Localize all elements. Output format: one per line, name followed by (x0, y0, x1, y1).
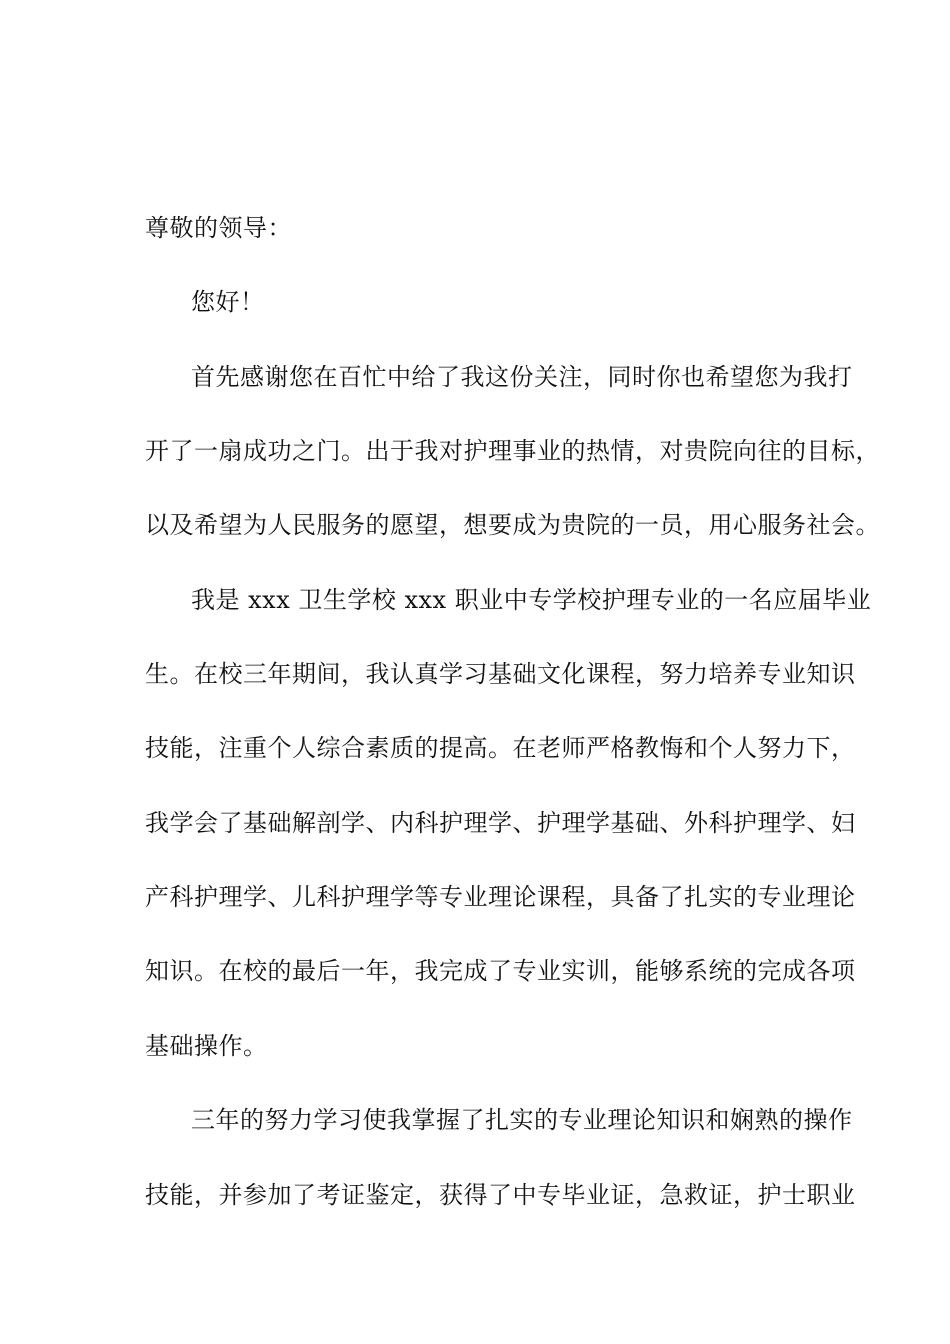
paragraph-line: 技能，并参加了考证鉴定，获得了中专毕业证，急救证，护士职业 (145, 1181, 856, 1209)
paragraph-line: 我是 xxx 卫生学校 xxx 职业中专学校护理专业的一名应届毕业 (191, 586, 872, 614)
salutation: 尊敬的领导： (145, 214, 292, 242)
paragraph-line: 以及希望为人民服务的愿望，想要成为贵院的一员，用心服务社会。 (145, 511, 880, 539)
greeting: 您好！ (191, 288, 265, 316)
paragraph-line: 三年的努力学习使我掌握了扎实的专业理论知识和娴熟的操作 (191, 1106, 853, 1134)
paragraph-line: 产科护理学、儿科护理学等专业理论课程，具备了扎实的专业理论 (145, 883, 856, 911)
paragraph-line: 我学会了基础解剖学、内科护理学、护理学基础、外科护理学、妇 (145, 809, 856, 837)
paragraph-line: 开了一扇成功之门。出于我对护理事业的热情，对贵院向往的目标， (145, 437, 880, 465)
paragraph-line: 基础操作。 (145, 1032, 268, 1060)
paragraph-line: 生。在校三年期间，我认真学习基础文化课程，努力培养专业知识 (145, 660, 856, 688)
paragraph-line: 技能，注重个人综合素质的提高。在老师严格教悔和个人努力下， (145, 734, 856, 762)
paragraph-line: 知识。在校的最后一年，我完成了专业实训，能够系统的完成各项 (145, 957, 856, 985)
paragraph-line: 首先感谢您在百忙中给了我这份关注，同时你也希望您为我打 (191, 363, 853, 391)
